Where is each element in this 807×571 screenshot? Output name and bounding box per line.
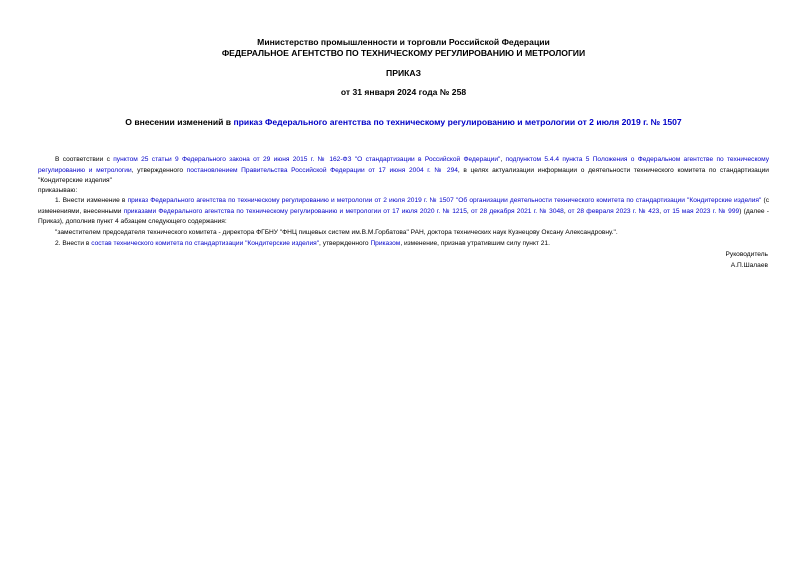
text-span: 1. Внести изменение в <box>55 197 128 204</box>
document-type: ПРИКАЗ <box>386 68 421 78</box>
text-span: , утвержденного <box>319 240 371 247</box>
paragraph-order-word: приказываю: <box>38 187 78 194</box>
regulation-link[interactable]: подпунктом 5.4.4 пункта 5 Положения о Федеральном агентстве по техническому регулированию и метрологии <box>38 156 770 174</box>
text-span: , <box>659 207 664 215</box>
document-title <box>0 117 807 127</box>
paragraph-quote: "заместителем председателя технического комитета - директора ФГБНУ "ФНЦ пищевых систем им.В.М.Горбатова" РАН, доктора технических наук Кузнецову Оксану Александровну.". <box>55 229 618 236</box>
order-423-link[interactable]: от 28 февраля 2023 г. № 423 <box>567 207 660 215</box>
document-date-number: от 31 января 2024 года № 258 <box>340 87 467 97</box>
order-link[interactable]: Приказом <box>370 240 401 247</box>
paragraph-preamble <box>38 155 769 187</box>
title-order-link[interactable]: приказ Федерального агентства по техническому регулированию и метрологии от 2 июля 2019 г. № 1507 <box>233 117 682 127</box>
ministry-name: Министерство промышленности и торговли Российской Федерации <box>257 37 550 47</box>
law-link[interactable]: пунктом 25 статьи 9 Федерального закона от 29 июня 2015 г. № 162-ФЗ "О стандартизации в Российской Федерации" <box>113 156 501 163</box>
paragraph-item-2 <box>38 239 769 250</box>
title-prefix: О внесении изменений в <box>125 117 234 127</box>
text-span: , <box>466 207 471 215</box>
order-1215-link[interactable]: приказами Федерального агентства по техническому регулированию и метрологии от 17 июля 2020 г. № 1215 <box>123 207 467 215</box>
text-span: , <box>500 156 506 163</box>
order-999-link[interactable]: от 15 мая 2023 г. № 999 <box>663 207 740 215</box>
signature-name: А.П.Шалаев <box>730 262 768 269</box>
order-3048-link[interactable]: от 28 декабря 2021 г. № 3048 <box>470 207 564 215</box>
text-span: (с изменениями, внесенными <box>38 197 769 215</box>
committee-composition-link[interactable]: состав технического комитета по стандартизации "Кондитерские изделия" <box>91 240 320 247</box>
paragraph-item-1 <box>38 196 769 228</box>
order-1507-link[interactable]: приказ Федерального агентства по техническому регулированию и метрологии от 2 июля 2019 г. № 1507 "Об организации деятельности технического комитета по стандартизации "Кондитерские изделия" <box>127 197 762 204</box>
government-decree-link[interactable]: постановлением Правительства Российской Федерации от 17 июня 2004 г. № 294 <box>186 166 458 174</box>
text-span: , <box>563 207 568 215</box>
text-span: , утвержденного <box>131 166 187 174</box>
agency-name: ФЕДЕРАЛЬНОЕ АГЕНТСТВО ПО ТЕХНИЧЕСКОМУ РЕГУЛИРОВАНИЮ И МЕТРОЛОГИИ <box>221 48 586 58</box>
signature-position: Руководитель <box>725 251 768 258</box>
text-span: 2. Внести в <box>55 240 92 247</box>
text-span: ) (далее - Приказ), дополнив пункт 4 абзацем следующего содержания: <box>38 207 769 226</box>
text-span: , в целях актуализации информации о деятельности технического комитета по стандартизации "Кондитерские изделия" <box>38 166 769 185</box>
text-span: , изменение, признав утратившим силу пункт 21. <box>400 240 550 247</box>
text-span: В соответствии с <box>55 156 114 163</box>
